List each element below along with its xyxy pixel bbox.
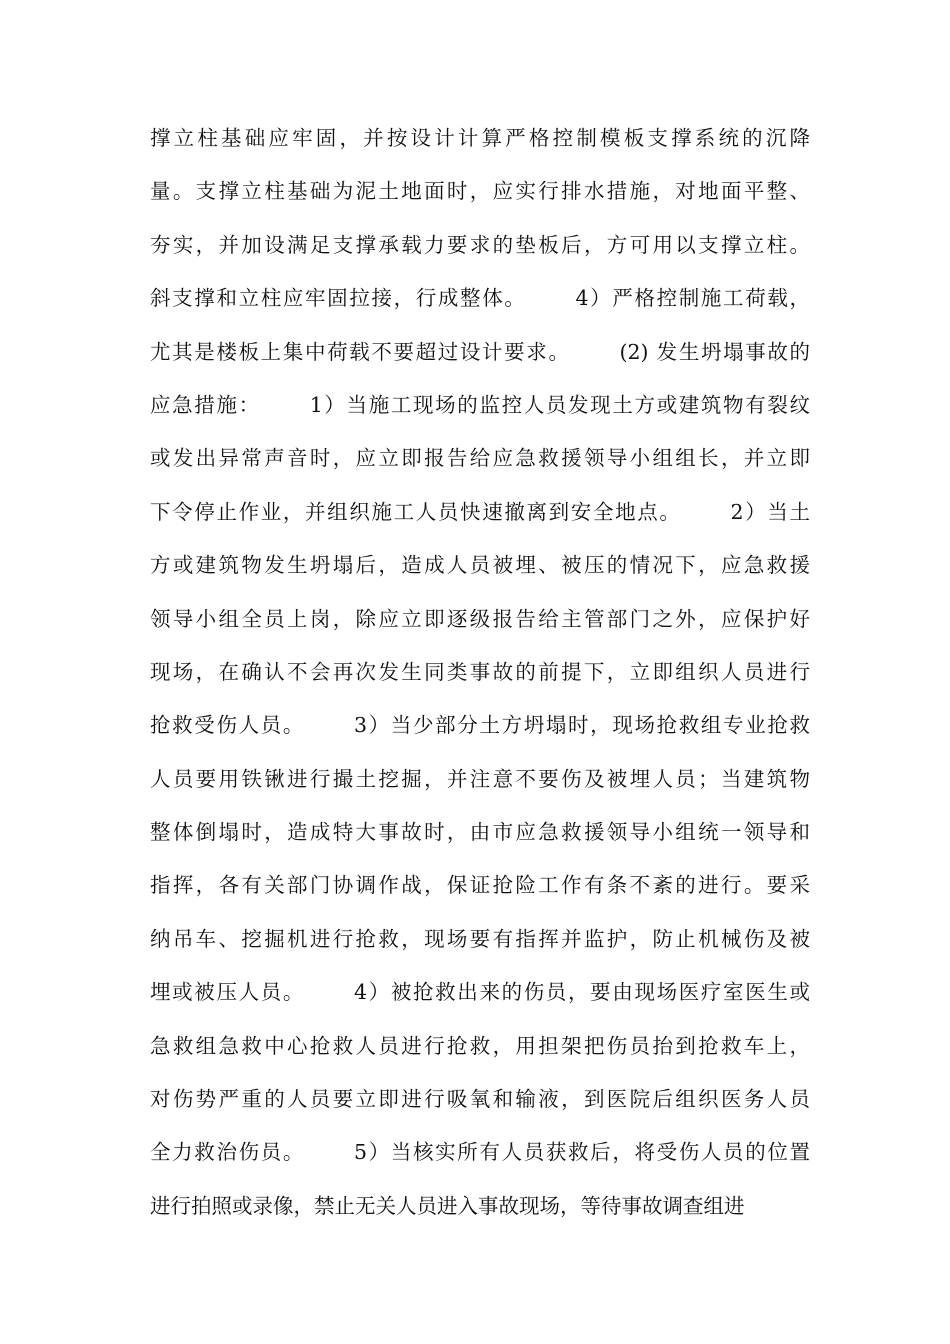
text-line: 或发出异常声音时，应立即报告给应急救援领导小组组长，并立即 bbox=[150, 446, 810, 471]
text-line: 抢救受伤人员。 3）当少部分土方坍塌时，现场抢救组专业抢救 bbox=[150, 713, 810, 738]
body-text bbox=[150, 112, 810, 1233]
text-line: 斜支撑和立柱应牢固拉接，行成整体。 4）严格控制施工荷载， bbox=[150, 286, 810, 311]
text-line: 指挥，各有关部门协调作战，保证抢险工作有条不紊的进行。要采 bbox=[150, 873, 810, 898]
text-line: 现场，在确认不会再次发生同类事故的前提下，立即组织人员进行 bbox=[150, 659, 810, 684]
text-line: 方或建筑物发生坍塌后，造成人员被埋、被压的情况下，应急救援 bbox=[150, 553, 810, 578]
text-line: 对伤势严重的人员要立即进行吸氧和输液，到医院后组织医务人员 bbox=[150, 1087, 810, 1112]
text-line: 应急措施： 1）当施工现场的监控人员发现土方或建筑物有裂纹 bbox=[150, 392, 810, 417]
text-line: 埋或被压人员。 4）被抢救出来的伤员，要由现场医疗室医生或 bbox=[150, 980, 810, 1005]
text-line: 整体倒塌时，造成特大事故时，由市应急救援领导小组统一领导和 bbox=[150, 820, 810, 845]
text-line: 纳吊车、挖掘机进行抢救，现场要有指挥并监护，防止机械伤及被 bbox=[150, 926, 810, 951]
text-line: 撑立柱基础应牢固，并按设计计算严格控制模板支撑系统的沉降 bbox=[150, 126, 810, 150]
text-line: 领导小组全员上岗，除应立即逐级报告给主管部门之外，应保护好 bbox=[150, 606, 810, 631]
text-line: 进行拍照或录像，禁止无关人员进入事故现场，等待事故调查组进 bbox=[150, 1193, 745, 1218]
text-line: 全力救治伤员。 5）当核实所有人员获救后，将受伤人员的位置 bbox=[150, 1140, 810, 1165]
text-line: 人员要用铁锹进行撮土挖掘，并注意不要伤及被埋人员；当建筑物 bbox=[150, 766, 810, 791]
text-line: 量。支撑立柱基础为泥土地面时，应实行排水措施，对地面平整、 bbox=[150, 179, 810, 204]
text-line: 急救组急救中心抢救人员进行抢救，用担架把伤员抬到抢救车上， bbox=[150, 1033, 810, 1058]
text-line: 夯实，并加设满足支撑承载力要求的垫板后，方可用以支撑立柱。 bbox=[150, 232, 810, 257]
text-line: 尤其是楼板上集中荷载不要超过设计要求。 (2) 发生坍塌事故的 bbox=[150, 339, 810, 364]
text-line: 下令停止作业，并组织施工人员快速撤离到安全地点。 2）当土 bbox=[150, 499, 810, 524]
